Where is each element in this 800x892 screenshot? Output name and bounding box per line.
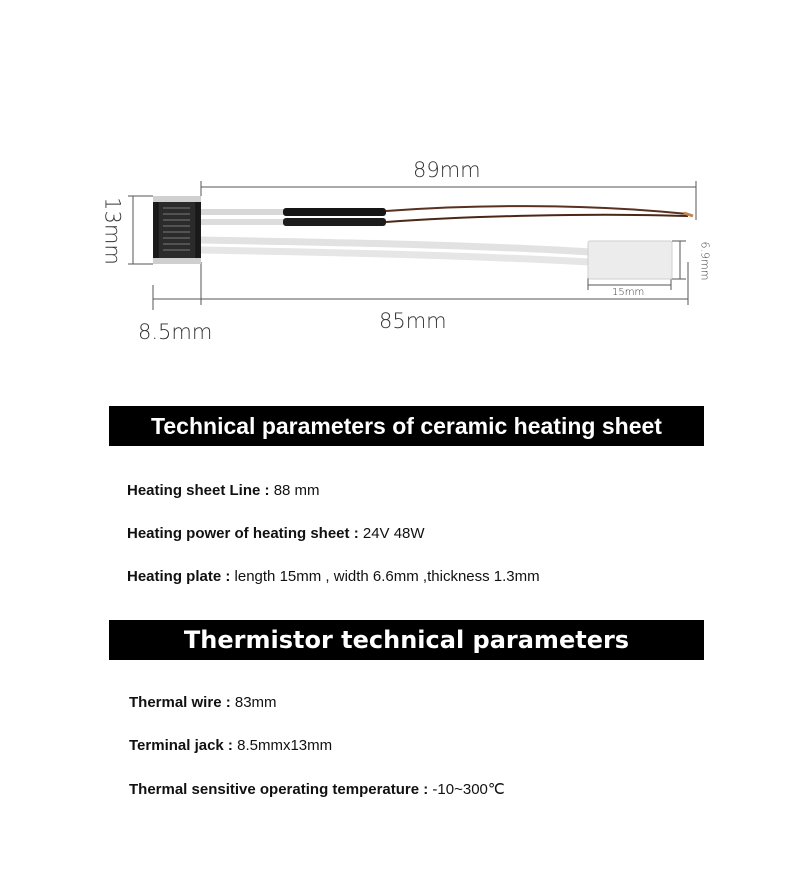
copper-heating-wires (386, 206, 693, 222)
param-value: length 15mm , width 6.6mm ,thickness 1.3mm (230, 568, 540, 585)
ceramic-heating-plate (588, 241, 672, 279)
dim-plate-height: 6.9mm (698, 241, 712, 281)
dim-top-length: 89mm (413, 158, 481, 182)
dim-bottom-length: 85mm (379, 309, 447, 333)
param-row (127, 569, 540, 584)
param-row (129, 782, 505, 797)
section-title-thermistor: Thermistor technical parameters (109, 620, 704, 660)
white-wires (200, 212, 590, 262)
param-label: Thermal sensitive operating temperature : (129, 781, 429, 798)
terminal-jack (153, 196, 201, 264)
param-label: Heating power of heating sheet : (127, 525, 359, 542)
param-value: -10~300℃ (428, 781, 505, 798)
heater-thermistor-diagram (0, 0, 800, 360)
param-label: Terminal jack : (129, 737, 233, 754)
param-label: Heating sheet Line : (127, 482, 270, 499)
heat-shrink-sleeves (283, 208, 386, 226)
dim-jack-width: 8.5mm (138, 320, 213, 344)
param-value: 8.5mmx13mm (232, 737, 333, 754)
param-value: 83mm (230, 694, 277, 711)
dim-plate-width: 15mm (612, 287, 645, 298)
dim-jack-height: 13mm (100, 197, 125, 265)
param-row (127, 483, 320, 498)
param-label: Thermal wire : (129, 694, 231, 711)
param-label: Heating plate : (127, 568, 231, 585)
param-row (127, 526, 425, 541)
section-title-heating-sheet: Technical parameters of ceramic heating sheet (109, 406, 704, 446)
param-value: 24V 48W (358, 525, 425, 542)
param-row (129, 738, 332, 753)
param-row (129, 695, 277, 710)
param-value: 88 mm (269, 482, 320, 499)
